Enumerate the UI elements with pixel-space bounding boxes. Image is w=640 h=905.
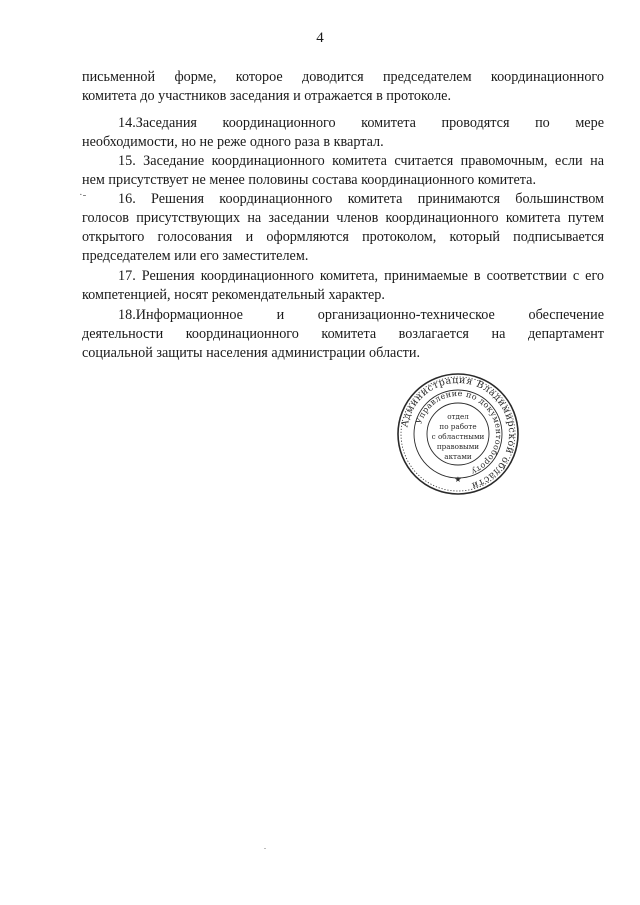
paragraph-16 <box>82 190 604 266</box>
margin-mark: ·- <box>79 189 87 201</box>
paragraph-14 <box>82 114 604 152</box>
official-stamp <box>396 372 520 496</box>
paragraph-18 <box>82 306 604 363</box>
paragraph-15 <box>82 152 604 190</box>
paragraph-line: 16. Решения координационного комитета принимаются большинством <box>118 191 604 207</box>
paragraph-17 <box>82 267 604 305</box>
paragraph-line: голосов присутствующих на заседании членов координационного комитета путем <box>82 210 604 226</box>
paragraph-line: компетенцией, носят рекомендательный характер. <box>82 287 385 303</box>
stamp-center-line: по работе <box>439 422 477 431</box>
paragraph-line: письменной форме, которое доводится председателем координационного <box>82 69 604 85</box>
scan-speck <box>264 848 266 849</box>
paragraph-line: председателем или его заместителем. <box>82 248 309 264</box>
stamp-ring-text: Управление по документообороту <box>414 388 504 477</box>
paragraph-line: нем присутствует не менее половины состава координационного комитета. <box>82 172 536 188</box>
paragraph-line: 18.Информационное и организационно-техническое обеспечение <box>118 307 604 323</box>
stamp-seal-icon <box>396 372 520 496</box>
paragraph-continuation <box>82 68 604 106</box>
star-icon: ★ <box>454 475 462 484</box>
paragraph-line: открытого голосования и оформляются протоколом, который подписывается <box>82 229 604 245</box>
stamp-center-line: отдел <box>447 412 469 421</box>
stamp-center-line: с областными <box>431 432 485 441</box>
paragraph-line: 15. Заседание координационного комитета считается правомочным, если на <box>118 153 604 169</box>
stamp-outer-text: Администрация Владимирской области <box>399 374 518 492</box>
page-number: 4 <box>316 30 324 46</box>
stamp-center-line: актами <box>444 452 472 461</box>
paragraph-line: социальной защиты населения администрации области. <box>82 345 420 361</box>
paragraph-line: 14.Заседания координационного комитета проводятся по мере <box>118 115 604 131</box>
paragraph-line: необходимости, но не реже одного раза в квартал. <box>82 134 384 150</box>
paragraph-line: 17. Решения координационного комитета, принимаемые в соответствии с его <box>118 268 604 284</box>
paragraph-line: комитета до участников заседания и отражается в протоколе. <box>82 88 452 104</box>
stamp-center-line: правовыми <box>436 442 480 451</box>
paragraph-line: деятельности координационного комитета возлагается на департамент <box>82 326 604 342</box>
